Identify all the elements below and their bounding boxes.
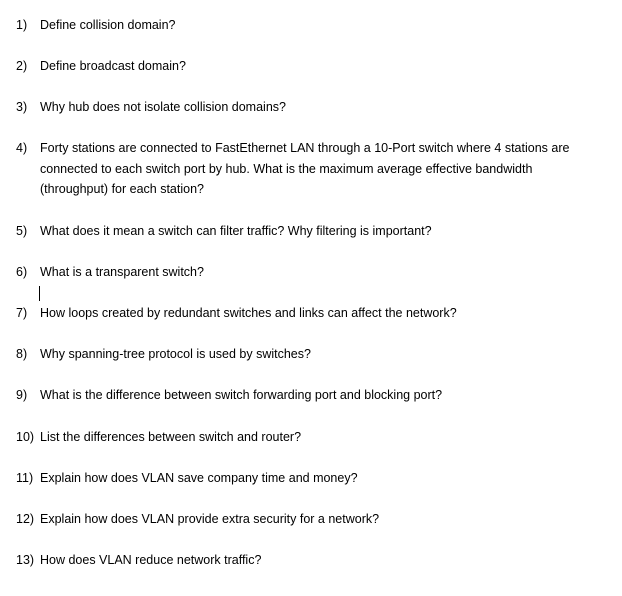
- question-text[interactable]: Why spanning-tree protocol is used by switches?: [40, 347, 311, 361]
- question-text[interactable]: What does it mean a switch can filter traffic? Why filtering is important?: [40, 224, 432, 238]
- question-text[interactable]: What is a transparent switch?: [40, 265, 204, 279]
- question-text-line[interactable]: Forty stations are connected to FastEthernet LAN through a 10-Port switch where 4 stations are: [40, 141, 570, 155]
- question-number: 3): [16, 100, 28, 114]
- question-number: 1): [16, 18, 28, 32]
- question-number: 7): [16, 306, 28, 320]
- question-number: 8): [16, 347, 28, 361]
- question-number: 10): [16, 430, 35, 444]
- question-number: 13): [16, 553, 35, 567]
- question-text[interactable]: Why hub does not isolate collision domains?: [40, 100, 286, 114]
- question-text[interactable]: Define broadcast domain?: [40, 59, 186, 73]
- question-number: 5): [16, 224, 28, 238]
- question-text[interactable]: What is the difference between switch forwarding port and blocking port?: [40, 388, 443, 402]
- question-text[interactable]: How loops created by redundant switches and links can affect the network?: [40, 306, 457, 320]
- question-number: 11): [16, 471, 34, 485]
- question-text[interactable]: Define collision domain?: [40, 18, 176, 32]
- text-cursor: [39, 286, 40, 301]
- question-number: 12): [16, 512, 35, 526]
- question-number: 2): [16, 59, 28, 73]
- question-text-line[interactable]: connected to each switch port by hub. What is the maximum average effective bandwidth: [40, 161, 533, 176]
- question-text[interactable]: List the differences between switch and router?: [40, 430, 302, 444]
- question-number: 6): [16, 265, 28, 279]
- question-text[interactable]: How does VLAN reduce network traffic?: [40, 553, 262, 567]
- question-text[interactable]: Explain how does VLAN provide extra security for a network?: [40, 512, 380, 526]
- question-number: 9): [16, 388, 28, 402]
- question-number: 4): [16, 141, 28, 155]
- question-text-line[interactable]: (throughput) for each station?: [40, 182, 204, 196]
- question-text[interactable]: Explain how does VLAN save company time and money?: [40, 471, 358, 485]
